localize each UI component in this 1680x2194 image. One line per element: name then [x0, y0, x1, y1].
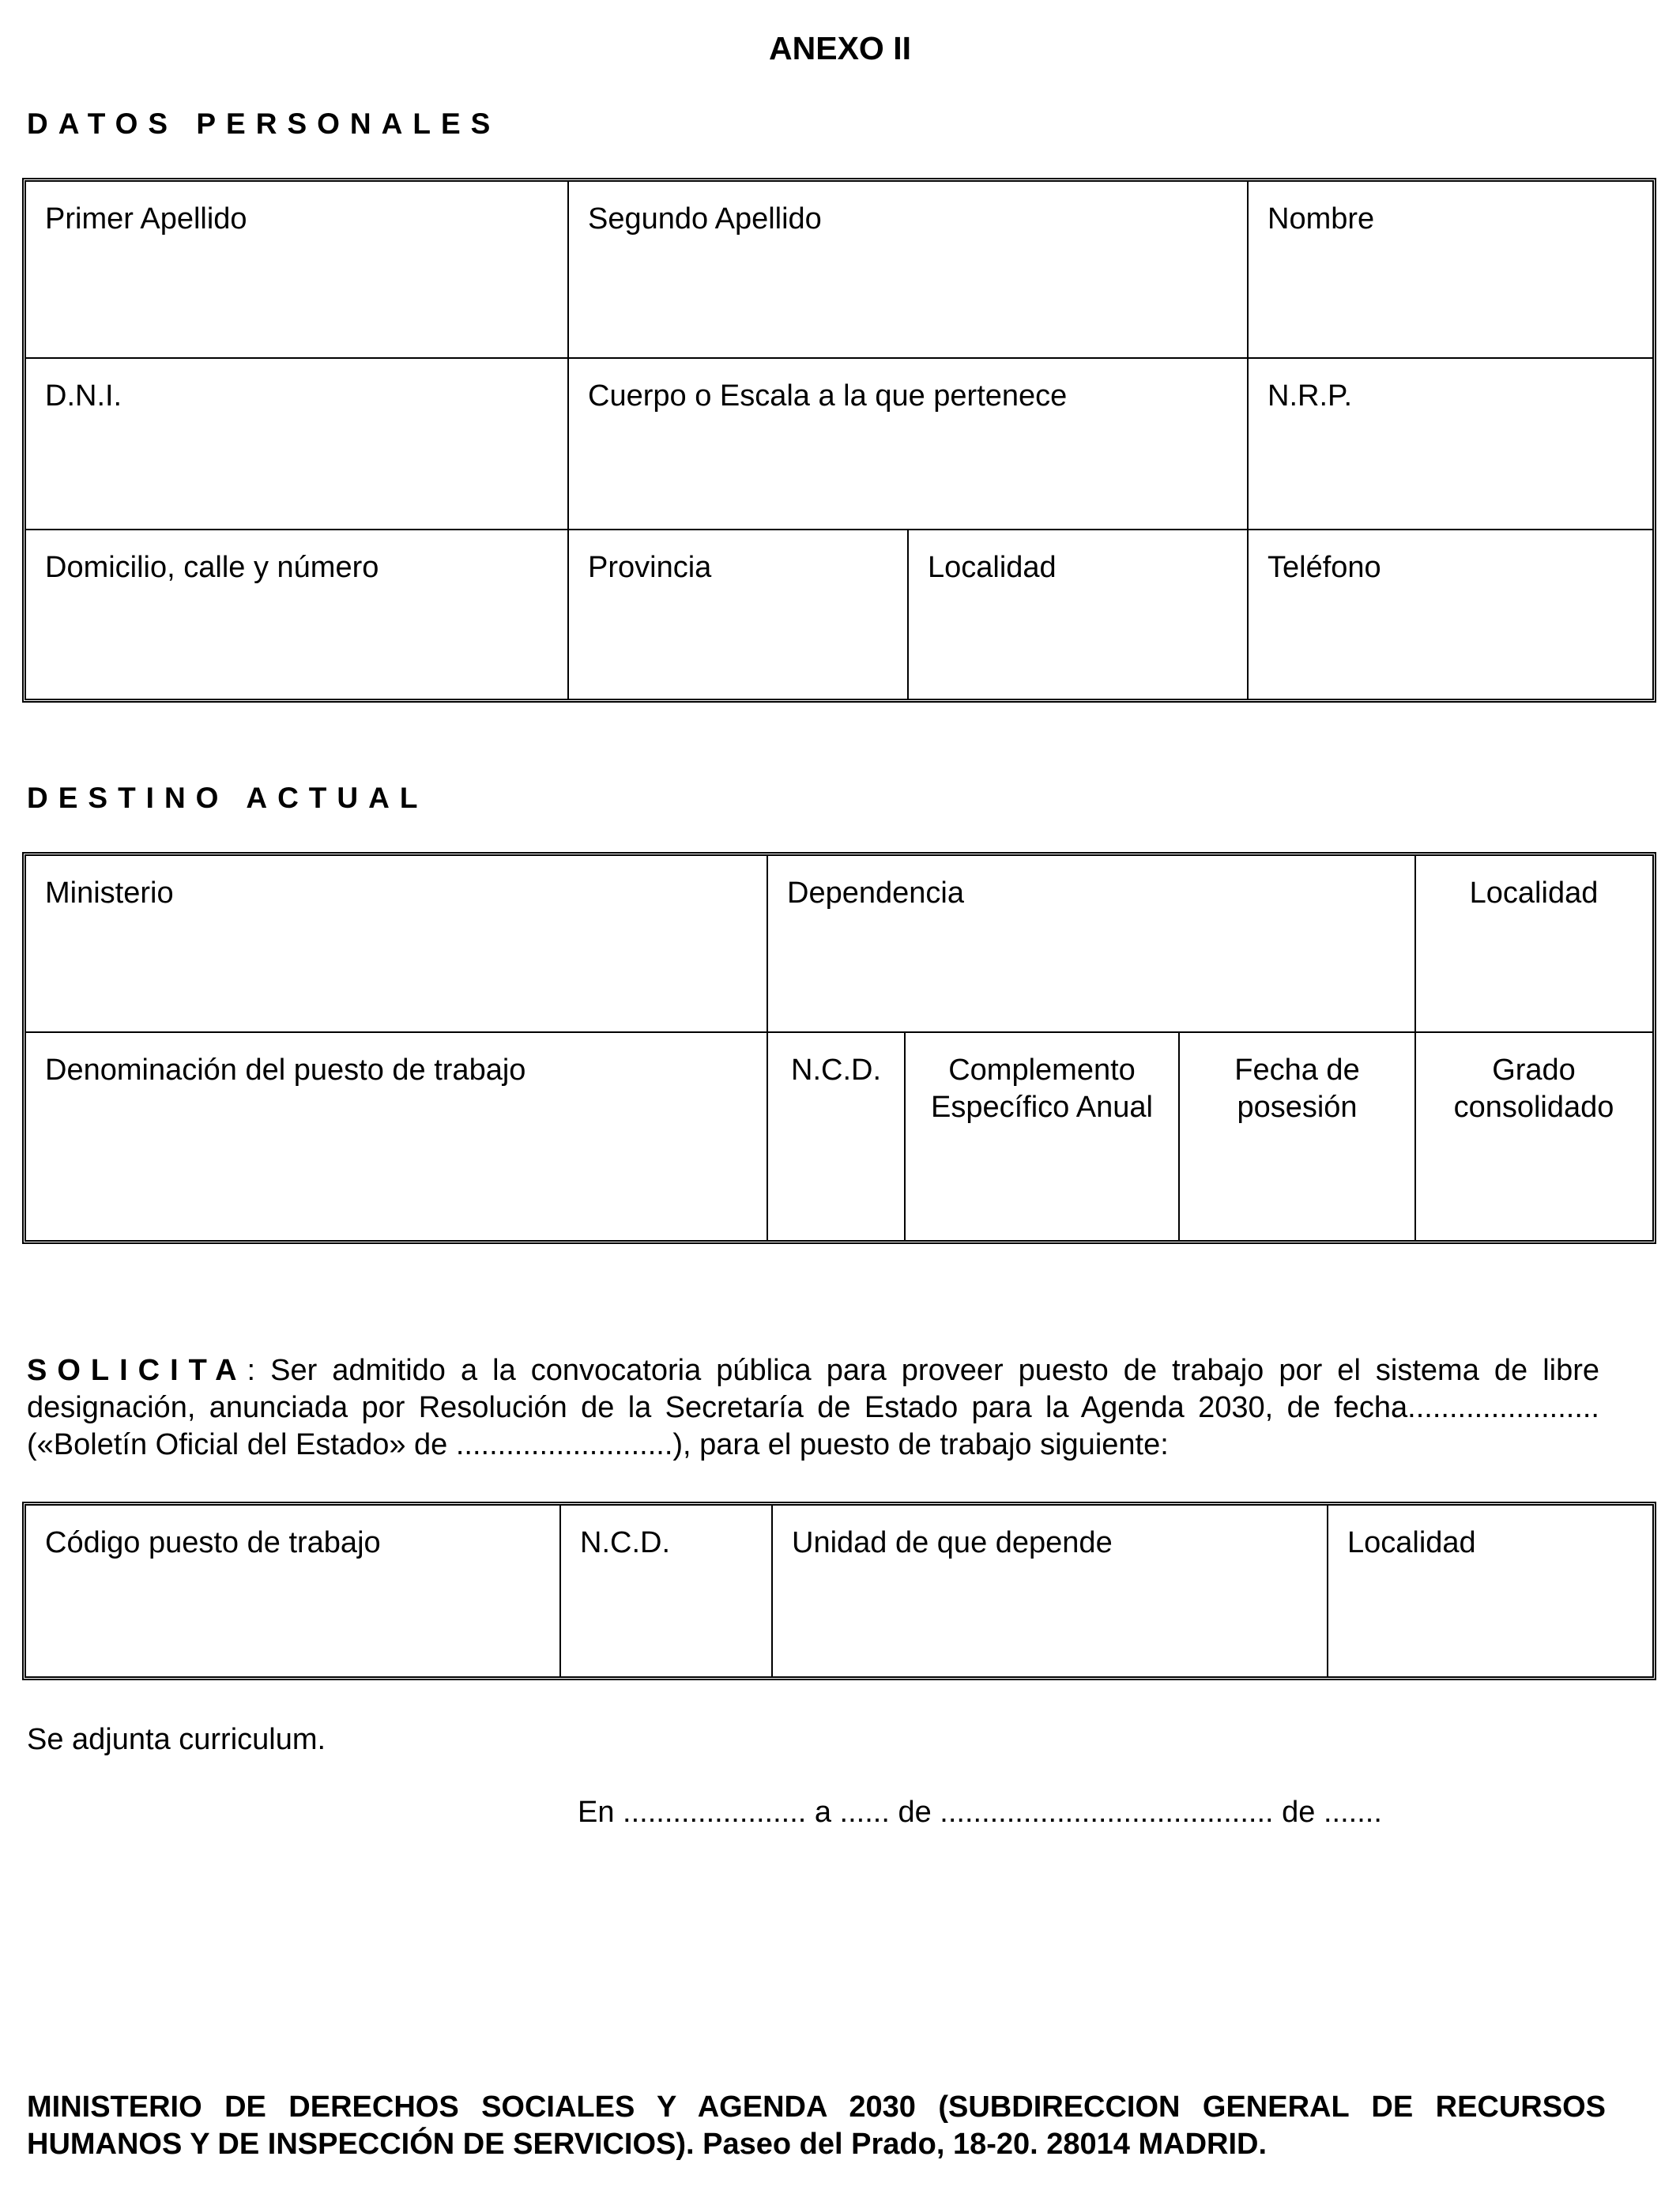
- nombre-field[interactable]: [1249, 182, 1652, 357]
- denominacion-field[interactable]: [26, 1033, 767, 1241]
- puesto-ncd-field[interactable]: [561, 1506, 771, 1677]
- puesto-localidad-label: Localidad: [1347, 1526, 1476, 1559]
- grado-label-line1: Grado: [1492, 1054, 1576, 1087]
- solicita-label: SOLICITA: [27, 1354, 247, 1387]
- fecha-posesion-label-line2: posesión: [1237, 1091, 1358, 1124]
- domicilio-label: Domicilio, calle y número: [45, 551, 379, 584]
- nombre-label: Nombre: [1268, 202, 1375, 236]
- segundo-apellido-label: Segundo Apellido: [588, 202, 822, 236]
- destino-actual-heading: DESTINO ACTUAL: [27, 782, 428, 814]
- adjunta-text: Se adjunta curriculum.: [27, 1723, 326, 1756]
- personal-data-heading: DATOS PERSONALES: [27, 107, 501, 140]
- cuerpo-field[interactable]: [569, 359, 1247, 529]
- ministerio-field[interactable]: [26, 856, 767, 1031]
- solicita-text-line1: : Ser admitido a la convocatoria pública para proveer puesto de trabajo por el sistema de libre: [247, 1354, 1599, 1387]
- unidad-field[interactable]: [773, 1506, 1327, 1677]
- page-title: ANEXO II: [769, 30, 911, 66]
- domicilio-field[interactable]: [26, 530, 567, 699]
- destino-actual-table: [22, 852, 1656, 1244]
- complemento-label-line1: Complemento: [948, 1054, 1136, 1087]
- unidad-label: Unidad de que depende: [792, 1526, 1113, 1559]
- solicita-line3: («Boletín Oficial del Estado» de ..........................), para el puesto de trabajo siguiente:: [27, 1428, 1169, 1461]
- footer-line2: HUMANOS Y DE INSPECCIÓN DE SERVICIOS). Paseo del Prado, 18-20. 28014 MADRID.: [27, 2128, 1268, 2161]
- footer-line1: MINISTERIO DE DERECHOS SOCIALES Y AGENDA 2030 (SUBDIRECCION GENERAL DE RECURSOS: [27, 2090, 1606, 2124]
- puesto-localidad-field[interactable]: [1328, 1506, 1652, 1677]
- nrp-label: N.R.P.: [1268, 379, 1353, 413]
- cuerpo-label: Cuerpo o Escala a la que pertenece: [588, 379, 1068, 413]
- destino-localidad-field[interactable]: [1416, 856, 1652, 1031]
- primer-apellido-field[interactable]: [26, 182, 567, 357]
- codigo-puesto-field[interactable]: [26, 1506, 559, 1677]
- grado-label-line2: consolidado: [1453, 1091, 1614, 1124]
- dependencia-field[interactable]: [768, 856, 1414, 1031]
- localidad-label: Localidad: [928, 551, 1057, 584]
- dependencia-label: Dependencia: [787, 876, 964, 910]
- solicita-paragraph: [27, 1352, 1599, 1464]
- personal-data-table: [22, 178, 1656, 703]
- complemento-label-line2: Específico Anual: [931, 1091, 1153, 1124]
- telefono-field[interactable]: [1249, 530, 1652, 699]
- solicita-line1: [27, 1352, 1599, 1389]
- nrp-field[interactable]: [1249, 359, 1652, 529]
- grado-field[interactable]: [1416, 1033, 1652, 1241]
- dni-field[interactable]: [26, 359, 567, 529]
- date-signature-line: En ...................... a ...... de ........................................ de .......: [578, 1796, 1382, 1829]
- destino-localidad-label: Localidad: [1469, 876, 1599, 910]
- fecha-posesion-field[interactable]: [1180, 1033, 1414, 1241]
- dni-label: D.N.I.: [45, 379, 122, 413]
- denominacion-label: Denominación del puesto de trabajo: [45, 1054, 526, 1087]
- telefono-label: Teléfono: [1268, 551, 1381, 584]
- provincia-field[interactable]: [569, 530, 907, 699]
- localidad-field[interactable]: [909, 530, 1247, 699]
- codigo-puesto-label: Código puesto de trabajo: [45, 1526, 381, 1559]
- destino-ncd-label: N.C.D.: [791, 1054, 881, 1087]
- footer-address: [27, 2089, 1606, 2163]
- destino-ncd-field[interactable]: [768, 1033, 904, 1241]
- solicita-line2: designación, anunciada por Resolución de la Secretaría de Estado para la Agenda 2030, de fecha.......................: [27, 1391, 1599, 1424]
- provincia-label: Provincia: [588, 551, 712, 584]
- complemento-field[interactable]: [906, 1033, 1178, 1241]
- ministerio-label: Ministerio: [45, 876, 174, 910]
- puesto-solicitado-table: [22, 1502, 1656, 1680]
- puesto-ncd-label: N.C.D.: [580, 1526, 670, 1559]
- primer-apellido-label: Primer Apellido: [45, 202, 247, 236]
- segundo-apellido-field[interactable]: [569, 182, 1247, 357]
- fecha-posesion-label-line1: Fecha de: [1234, 1054, 1360, 1087]
